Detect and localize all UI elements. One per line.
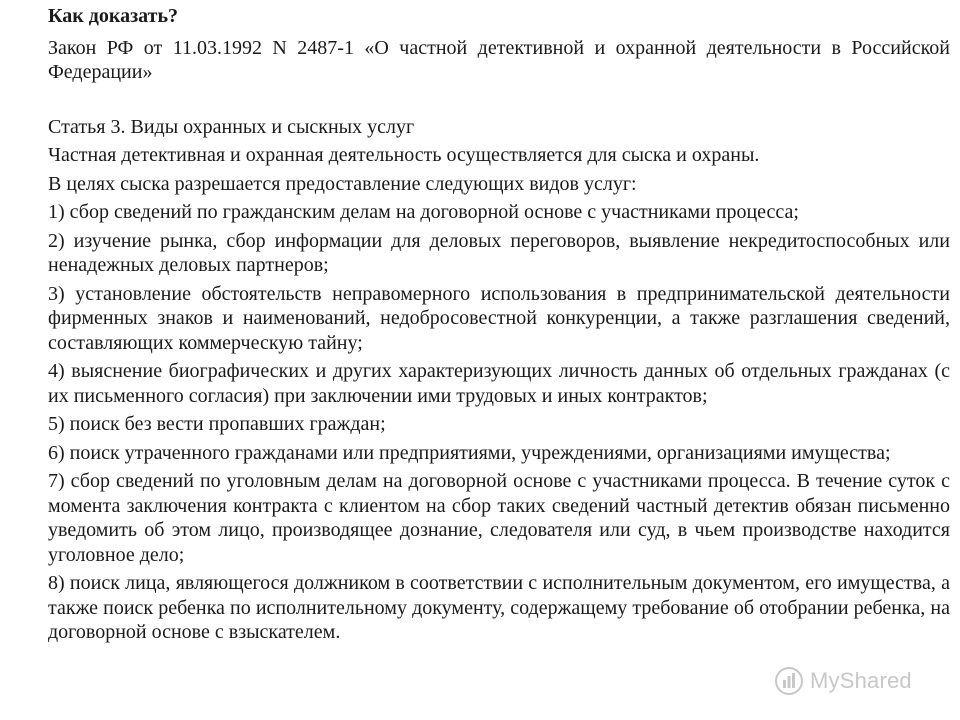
intro-paragraph-2: В целях сыска разрешается предоставление следующих видов услуг: [48, 172, 637, 195]
list-item-6: 6) поиск утраченного гражданами или предприятиями, учреждениями, организациями имущества; [48, 441, 891, 464]
watermark-text: MyShared [810, 668, 912, 693]
list-item-4: 4) выяснение биографических и других характеризующих личность данных об отдельных гражданах (с их письменного согласия) при заключении ими трудовых и иных контрактов; [48, 360, 950, 407]
document-heading: Как доказать? [48, 5, 179, 27]
document-page [48, 0, 950, 645]
list-item-2: 2) изучение рынка, сбор информации для деловых переговоров, выявление некредитоспособных или ненадежных деловых партнеров; [48, 229, 950, 276]
list-item-5: 5) поиск без вести пропавших граждан; [48, 413, 386, 435]
list-item-1: 1) сбор сведений по гражданским делам на договорной основе с участниками процесса; [48, 201, 799, 223]
watermark [774, 664, 934, 698]
list-item-7: 7) сбор сведений по уголовным делам на договорной основе с участниками процесса. В течение суток с момента заключения контракта с клиентом на сбор таких сведений частный детектив обязан письменно уведомить об этом лицо, производящее дознание, следователя или суд, в чьем производстве находится уголовное дело; [48, 470, 950, 566]
intro-paragraph-1: Частная детективная и охранная деятельность осуществляется для сыска и охраны. [48, 144, 760, 166]
article-title: Статья 3. Виды охранных и сыскных услуг [48, 115, 415, 138]
myshared-logo-icon [774, 666, 804, 696]
list-item-3: 3) установление обстоятельств неправомерного использования в предпринимательской деятельности фирменных знаков и наименований, недобросовестной конкуренции, а также разглашения сведений, составляющих коммерческую тайну; [48, 282, 950, 354]
law-reference: Закон РФ от 11.03.1992 N 2487-1 «О частной детективной и охранной деятельности в Российской Федерации» [48, 36, 950, 83]
list-item-8: 8) поиск лица, являющегося должником в соответствии с исполнительным документом, его имущества, а также поиск ребенка по исполнительному документу, содержащему требование об отобрании ребенка, на договорной основе с взыскателем. [48, 572, 950, 643]
